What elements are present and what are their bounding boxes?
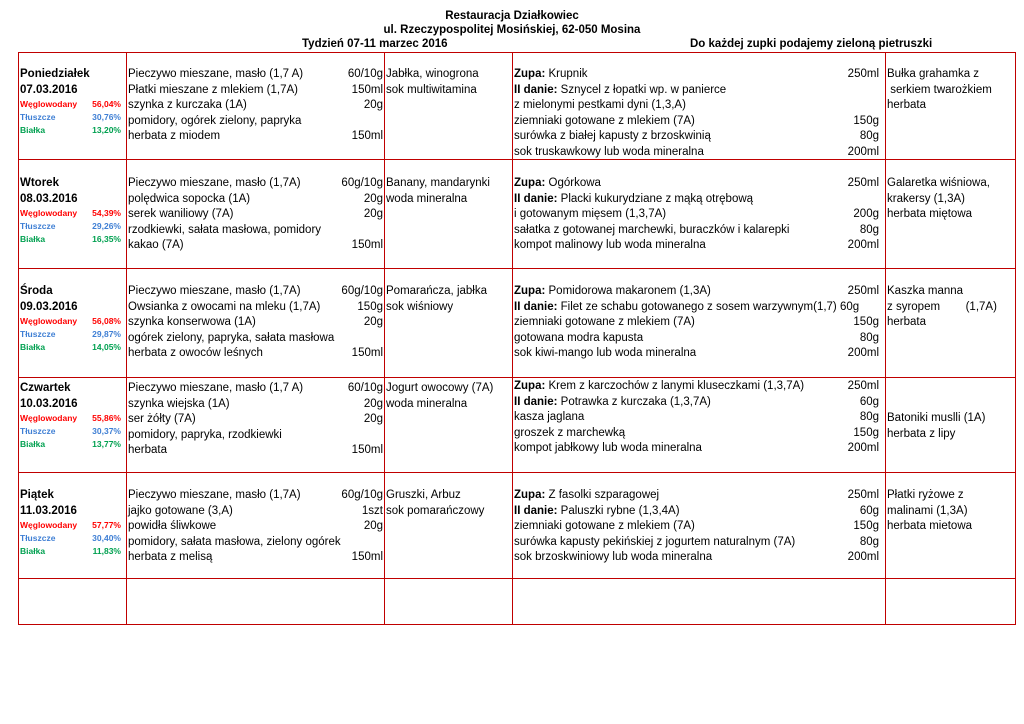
breakfast-qty: 60/10g bbox=[347, 382, 383, 394]
lunch-item bbox=[514, 504, 680, 518]
afternoon-snack-item: Płatki ryżowe z bbox=[887, 489, 964, 501]
lunch-item-text: Krupnik bbox=[545, 68, 588, 80]
protein-value: 11,83% bbox=[92, 546, 121, 556]
day-date: 09.03.2016 bbox=[20, 300, 78, 313]
breakfast-qty: 20g bbox=[363, 413, 383, 425]
row-divider bbox=[18, 472, 1016, 473]
lunch-item bbox=[514, 535, 795, 549]
lunch-item-text: z mielonymi pestkami dyni (1,3,A) bbox=[514, 99, 686, 111]
day-date: 07.03.2016 bbox=[20, 83, 78, 96]
carbs-value: 54,39% bbox=[92, 208, 121, 218]
breakfast-qty: 20g bbox=[363, 316, 383, 328]
lunch-item bbox=[514, 207, 666, 221]
afternoon-snack-item: serkiem twarożkiem bbox=[887, 83, 992, 96]
lunch-item-text: Filet ze schabu gotowanego z sosem warzywnym(1,7) 60g bbox=[557, 300, 860, 313]
fat-label: Tłuszcze bbox=[20, 533, 56, 543]
lunch-item-text: Ogórkowa bbox=[545, 177, 601, 189]
day-name: Piątek bbox=[20, 489, 54, 501]
lunch-item-text: kompot jabłkowy lub woda mineralna bbox=[514, 442, 702, 454]
lunch-qty: 80g bbox=[859, 411, 879, 423]
lunch-item bbox=[514, 441, 702, 455]
day-date: 10.03.2016 bbox=[20, 397, 78, 410]
lunch-item-text: ziemniaki gotowane z mlekiem (7A) bbox=[514, 520, 695, 532]
soup-note: Do każdej zupki podajemy zieloną pietruszki bbox=[690, 38, 933, 50]
breakfast-qty: 60g/10g bbox=[341, 285, 383, 297]
lunch-item bbox=[514, 379, 804, 393]
lunch-item bbox=[514, 145, 704, 159]
afternoon-snack-item: malinami (1,3A) bbox=[887, 504, 968, 517]
day-date: 11.03.2016 bbox=[20, 504, 77, 517]
lunch-qty: 60g bbox=[859, 504, 879, 517]
lunch-item bbox=[514, 395, 711, 409]
breakfast-item: jajko gotowane (3,A) bbox=[128, 504, 233, 517]
lunch-item bbox=[514, 114, 695, 128]
lunch-item bbox=[514, 315, 695, 329]
snack-item: woda mineralna bbox=[386, 192, 468, 205]
lunch-qty: 60g bbox=[859, 395, 879, 408]
breakfast-qty: 20g bbox=[363, 397, 383, 410]
snack-item: Jogurt owocowy (7A) bbox=[386, 382, 494, 394]
lunch-item bbox=[514, 129, 711, 143]
lunch-item bbox=[514, 67, 588, 81]
lunch-qty: 150g bbox=[853, 520, 879, 532]
protein-value: 14,05% bbox=[92, 342, 121, 352]
breakfast-item: Pieczywo mieszane, masło (1,7 A) bbox=[128, 382, 304, 394]
fat-label: Tłuszcze bbox=[20, 329, 56, 339]
lunch-item bbox=[514, 410, 584, 424]
snack-item: Banany, mandarynki bbox=[386, 177, 490, 189]
lunch-qty: 150g bbox=[853, 316, 879, 328]
row-divider bbox=[18, 578, 1016, 579]
snack-item: Pomarańcza, jabłka bbox=[386, 285, 487, 297]
lunch-item bbox=[514, 331, 643, 345]
snack-item: sok wiśniowy bbox=[386, 300, 454, 313]
breakfast-qty: 20g bbox=[363, 192, 383, 205]
carbs-value: 55,86% bbox=[92, 413, 121, 423]
breakfast-item: pomidory, ogórek zielony, papryka bbox=[128, 114, 302, 127]
lunch-qty: 250ml bbox=[847, 380, 879, 392]
lunch-item-text: surówka kapusty pekińskiej z jogurtem naturalnym (7A) bbox=[514, 535, 796, 548]
week-range: Tydzień 07-11 marzec 2016 bbox=[302, 38, 448, 50]
lunch-item bbox=[514, 176, 601, 190]
protein-value: 13,77% bbox=[92, 439, 121, 449]
day-date: 08.03.2016 bbox=[20, 192, 78, 205]
breakfast-item: polędwica sopocka (1A) bbox=[128, 192, 251, 205]
row-divider bbox=[18, 377, 1016, 378]
breakfast-item: herbata z melisą bbox=[128, 551, 213, 563]
day-name: Wtorek bbox=[20, 177, 59, 189]
lunch-item-text: ziemniaki gotowane z mlekiem (7A) bbox=[514, 114, 695, 127]
lunch-course-label: Zupa: bbox=[514, 285, 546, 297]
lunch-qty: 200g bbox=[853, 208, 879, 220]
breakfast-qty: 150ml bbox=[351, 83, 383, 96]
lunch-item-text: Potrawka z kurczaka (1,3,7A) bbox=[557, 395, 711, 408]
breakfast-qty: 20g bbox=[363, 520, 383, 532]
lunch-course-label: II danie: bbox=[514, 83, 558, 96]
lunch-item-text: Placki kukurydziane z mąką otrębową bbox=[557, 192, 754, 205]
afternoon-snack-item: Bułka grahamka z bbox=[887, 68, 980, 80]
breakfast-qty: 150g bbox=[357, 300, 383, 313]
snack-item: sok pomarańczowy bbox=[386, 504, 485, 517]
day-name: Czwartek bbox=[20, 382, 71, 394]
lunch-item-text: groszek z marchewką bbox=[514, 426, 626, 439]
snack-item: sok multiwitamina bbox=[386, 83, 477, 96]
fat-label: Tłuszcze bbox=[20, 426, 56, 436]
breakfast-item: kakao (7A) bbox=[128, 239, 184, 251]
lunch-qty: 80g bbox=[859, 331, 879, 344]
lunch-item bbox=[514, 300, 859, 314]
lunch-course-label: II danie: bbox=[514, 395, 558, 408]
protein-label: Białka bbox=[20, 546, 46, 556]
lunch-course-label: Zupa: bbox=[514, 177, 546, 189]
carbs-value: 57,77% bbox=[92, 520, 121, 530]
lunch-qty: 250ml bbox=[847, 68, 879, 80]
carbs-label: Węglowodany bbox=[20, 316, 78, 326]
lunch-qty: 250ml bbox=[847, 489, 879, 501]
breakfast-item: pomidory, sałata masłowa, zielony ogórek bbox=[128, 535, 341, 548]
lunch-course-label: II danie: bbox=[514, 504, 558, 517]
lunch-item-text: kompot malinowy lub woda mineralna bbox=[514, 239, 706, 251]
breakfast-item: pomidory, papryka, rzodkiewki bbox=[128, 428, 282, 441]
breakfast-item: ogórek zielony, papryka, sałata masłowa bbox=[128, 331, 335, 344]
fat-label: Tłuszcze bbox=[20, 112, 56, 122]
carbs-value: 56,04% bbox=[92, 99, 121, 109]
lunch-item bbox=[514, 550, 712, 564]
afternoon-snack-item: Kaszka manna bbox=[887, 285, 964, 297]
carbs-label: Węglowodany bbox=[20, 99, 78, 109]
afternoon-snack-item: Galaretka wiśniowa, bbox=[887, 177, 990, 189]
column-divider bbox=[384, 52, 385, 625]
lunch-qty: 200ml bbox=[847, 347, 879, 359]
breakfast-item: Pieczywo mieszane, masło (1,7A) bbox=[128, 489, 301, 501]
carbs-label: Węglowodany bbox=[20, 208, 78, 218]
breakfast-item: Pieczywo mieszane, masło (1,7A) bbox=[128, 285, 301, 297]
lunch-item-text: Paluszki rybne (1,3,4A) bbox=[557, 504, 680, 517]
breakfast-qty: 20g bbox=[363, 208, 383, 220]
breakfast-item: szynka konserwowa (1A) bbox=[128, 316, 256, 328]
lunch-qty: 150g bbox=[853, 426, 879, 439]
lunch-item-text: sok brzoskwiniowy lub woda mineralna bbox=[514, 551, 713, 563]
lunch-qty: 80g bbox=[859, 130, 879, 142]
carbs-value: 56,08% bbox=[92, 316, 121, 326]
breakfast-qty: 150ml bbox=[351, 551, 383, 563]
lunch-qty: 200ml bbox=[847, 551, 879, 563]
breakfast-qty: 150ml bbox=[351, 130, 383, 142]
afternoon-snack-item: z syropem (1,7A) bbox=[887, 300, 997, 313]
breakfast-qty: 150ml bbox=[351, 239, 383, 251]
protein-label: Białka bbox=[20, 234, 46, 244]
lunch-qty: 200ml bbox=[847, 145, 879, 158]
afternoon-snack-item: krakersy (1,3A) bbox=[887, 192, 965, 205]
lunch-item bbox=[514, 98, 686, 112]
afternoon-snack-item: herbata mietowa bbox=[887, 520, 973, 532]
lunch-qty: 80g bbox=[859, 223, 879, 236]
afternoon-snack-item: herbata bbox=[887, 99, 927, 111]
breakfast-qty: 20g bbox=[363, 99, 383, 111]
afternoon-snack-item: Batoniki muslli (1A) bbox=[887, 412, 986, 424]
lunch-item-text: i gotowanym mięsem (1,3,7A) bbox=[514, 208, 667, 220]
breakfast-item: herbata z owoców leśnych bbox=[128, 347, 263, 359]
lunch-course-label: II danie: bbox=[514, 300, 558, 313]
row-divider bbox=[18, 159, 1016, 160]
lunch-item-text: ziemniaki gotowane z mlekiem (7A) bbox=[514, 316, 695, 328]
afternoon-snack-item: herbata z lipy bbox=[887, 427, 956, 440]
breakfast-item: ser żółty (7A) bbox=[128, 413, 196, 425]
column-divider bbox=[126, 52, 127, 625]
breakfast-item: Pieczywo mieszane, masło (1,7 A) bbox=[128, 68, 304, 80]
lunch-item-text: surówka z białej kapusty z brzoskwinią bbox=[514, 130, 711, 142]
breakfast-item: herbata bbox=[128, 444, 168, 456]
lunch-qty: 250ml bbox=[847, 285, 879, 297]
carbs-label: Węglowodany bbox=[20, 520, 78, 530]
lunch-course-label: Zupa: bbox=[514, 380, 546, 392]
lunch-item bbox=[514, 83, 726, 97]
breakfast-qty: 60/10g bbox=[347, 68, 383, 80]
protein-label: Białka bbox=[20, 125, 46, 135]
column-divider bbox=[512, 52, 513, 625]
fat-value: 30,40% bbox=[92, 533, 121, 543]
protein-value: 16,35% bbox=[92, 234, 121, 244]
lunch-item-text: sok truskawkowy lub woda mineralna bbox=[514, 145, 704, 158]
breakfast-item: Płatki mieszane z mlekiem (1,7A) bbox=[128, 83, 298, 96]
afternoon-snack-item: herbata miętowa bbox=[887, 208, 973, 220]
lunch-item-text: Krem z karczochów z lanymi kluseczkami (1,3,7A) bbox=[545, 380, 805, 392]
lunch-qty: 200ml bbox=[847, 442, 879, 454]
protein-label: Białka bbox=[20, 342, 46, 352]
fat-value: 30,76% bbox=[92, 112, 121, 122]
lunch-course-label: Zupa: bbox=[514, 68, 546, 80]
day-name: Środa bbox=[20, 285, 53, 297]
lunch-item bbox=[514, 192, 753, 206]
breakfast-item: szynka wiejska (1A) bbox=[128, 397, 230, 410]
lunch-item bbox=[514, 238, 706, 252]
lunch-item-text: Pomidorowa makaronem (1,3A) bbox=[545, 285, 711, 297]
lunch-qty: 80g bbox=[859, 535, 879, 548]
breakfast-qty: 1szt bbox=[361, 504, 383, 517]
snack-item: woda mineralna bbox=[386, 397, 468, 410]
breakfast-item: Pieczywo mieszane, masło (1,7A) bbox=[128, 177, 301, 189]
lunch-qty: 150g bbox=[853, 114, 879, 127]
fat-value: 30,37% bbox=[92, 426, 121, 436]
row-divider bbox=[18, 268, 1016, 269]
fat-label: Tłuszcze bbox=[20, 221, 56, 231]
protein-label: Białka bbox=[20, 439, 46, 449]
breakfast-qty: 150ml bbox=[351, 347, 383, 359]
afternoon-snack-item: herbata bbox=[887, 316, 927, 328]
breakfast-item: szynka z kurczaka (1A) bbox=[128, 99, 247, 111]
day-name: Poniedziałek bbox=[20, 68, 90, 80]
lunch-item-text: sałatka z gotowanej marchewki, buraczków i kalarepki bbox=[514, 223, 790, 236]
lunch-item bbox=[514, 519, 695, 533]
lunch-item-text: Z fasolki szparagowej bbox=[545, 489, 660, 501]
breakfast-qty: 60g/10g bbox=[341, 177, 383, 189]
carbs-label: Węglowodany bbox=[20, 413, 78, 423]
snack-item: Gruszki, Arbuz bbox=[386, 489, 461, 501]
breakfast-qty: 150ml bbox=[351, 444, 383, 456]
protein-value: 13,20% bbox=[92, 125, 121, 135]
lunch-item-text: kasza jaglana bbox=[514, 411, 585, 423]
lunch-item bbox=[514, 426, 625, 440]
breakfast-qty: 60g/10g bbox=[341, 489, 383, 501]
lunch-item-text: gotowana modra kapusta bbox=[514, 331, 644, 344]
breakfast-item: powidła śliwkowe bbox=[128, 520, 217, 532]
restaurant-address: ul. Rzeczypospolitej Mosińskiej, 62-050 Mosina bbox=[383, 24, 641, 36]
column-divider bbox=[885, 52, 886, 625]
lunch-qty: 200ml bbox=[847, 239, 879, 251]
lunch-item bbox=[514, 223, 789, 237]
lunch-course-label: Zupa: bbox=[514, 489, 546, 501]
fat-value: 29,26% bbox=[92, 221, 121, 231]
lunch-item bbox=[514, 488, 659, 502]
lunch-item-text: sok kiwi-mango lub woda mineralna bbox=[514, 347, 697, 359]
snack-item: Jabłka, winogrona bbox=[386, 68, 479, 80]
lunch-item bbox=[514, 346, 696, 360]
breakfast-item: serek waniliowy (7A) bbox=[128, 208, 234, 220]
lunch-qty: 250ml bbox=[847, 177, 879, 189]
breakfast-item: herbata z miodem bbox=[128, 130, 221, 142]
lunch-course-label: II danie: bbox=[514, 192, 558, 205]
breakfast-item: Owsianka z owocami na mleku (1,7A) bbox=[128, 300, 321, 313]
fat-value: 29,87% bbox=[92, 329, 121, 339]
lunch-item bbox=[514, 284, 711, 298]
lunch-item-text: Sznycel z łopatki wp. w panierce bbox=[557, 83, 727, 96]
restaurant-name: Restauracja Działkowiec bbox=[445, 10, 579, 22]
breakfast-item: rzodkiewki, sałata masłowa, pomidory bbox=[128, 223, 322, 236]
